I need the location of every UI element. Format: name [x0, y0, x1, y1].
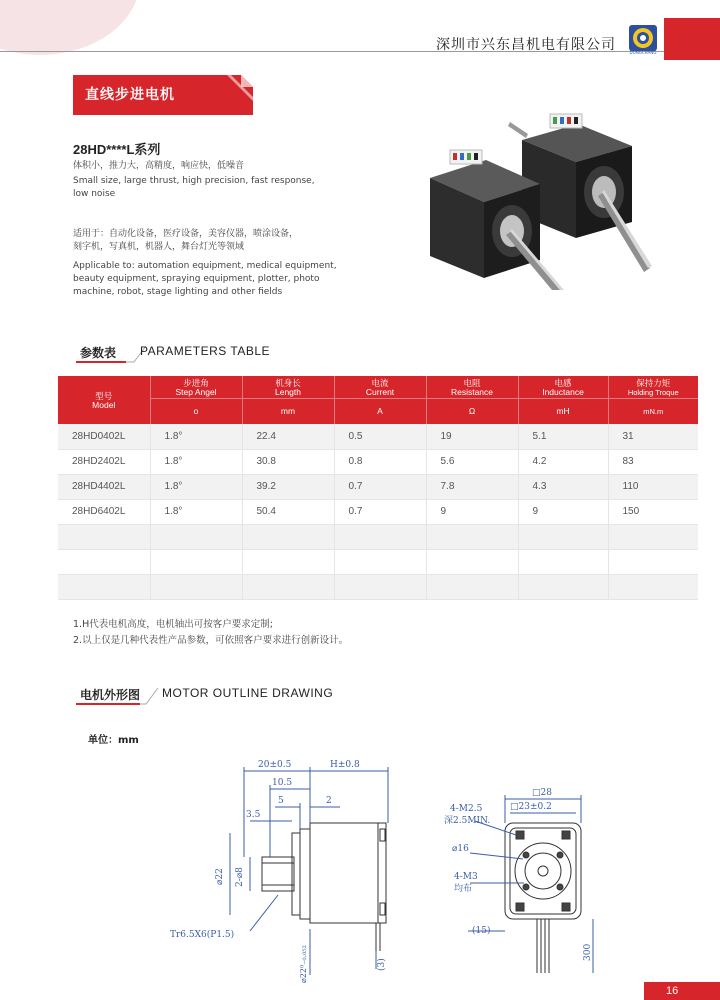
dim-3: (3) — [377, 958, 387, 971]
parameters-table — [58, 376, 698, 600]
dim-sq23: □23±0.2 — [510, 802, 552, 812]
dim-2: 2 — [326, 796, 332, 806]
params-title-en: PARAMETERS TABLE — [140, 344, 271, 358]
header-length: 机身长 Length — [242, 376, 334, 398]
header-resistance: 电阻 Resistance — [426, 376, 518, 398]
company-logo-icon — [628, 24, 658, 52]
dim-3-5: 3.5 — [246, 810, 261, 820]
outline-title-en: MOTOR OUTLINE DRAWING — [162, 686, 334, 700]
features-en-2: low noise — [73, 189, 116, 199]
page-title: 直线步进电机 — [85, 87, 175, 103]
cell: 39.2 — [242, 474, 334, 499]
cell: 0.7 — [334, 474, 426, 499]
label-even: 均布 — [454, 884, 473, 894]
motor-product-image — [400, 100, 660, 290]
cell: 50.4 — [242, 499, 334, 524]
cell: 0.5 — [334, 424, 426, 449]
cell: 1.8° — [150, 499, 242, 524]
unit-step-angle: o — [150, 398, 242, 424]
cell: 9 — [426, 499, 518, 524]
cell-model: 28HD2402L — [58, 449, 150, 474]
page-number: 16 — [644, 982, 720, 1000]
unit-label: 单位：mm — [88, 735, 139, 746]
label-depth: 深2.5MIN. — [444, 816, 491, 826]
cell: 1.8° — [150, 424, 242, 449]
header-inductance: 电感 Inductance — [518, 376, 608, 398]
applications-en-3: machine, robot, stage lighting and other fields — [73, 287, 283, 297]
unit-holding-torque: mN.m — [608, 398, 698, 424]
cell: 5.6 — [426, 449, 518, 474]
cell: 5.1 — [518, 424, 608, 449]
cell: 0.8 — [334, 449, 426, 474]
note-2: 2.以上仅是几种代表性产品参数，可依照客户要求进行创新设计。 — [73, 635, 349, 646]
notes — [73, 617, 348, 649]
cell: 19 — [426, 424, 518, 449]
outline-title-cn: 电机外形图 — [80, 688, 141, 702]
table-row-empty — [58, 524, 698, 549]
table-row-empty — [58, 549, 698, 574]
cell: 110 — [608, 474, 698, 499]
header-holding-torque: 保持力矩 Holding Troque — [608, 376, 698, 398]
applications-cn-2: 刻字机，写真机，机器人，舞台灯光等领域 — [73, 242, 245, 252]
outline-section-header — [76, 682, 356, 706]
cell-model: 28HD4402L — [58, 474, 150, 499]
cell: 30.8 — [242, 449, 334, 474]
dim-d22: ⌀22 — [215, 868, 225, 885]
label-m25: 4-M2.5 — [450, 804, 483, 814]
dim-d16: ⌀16 — [452, 844, 469, 854]
dim-10-5: 10.5 — [272, 778, 293, 788]
cell: 31 — [608, 424, 698, 449]
side-view — [230, 767, 388, 975]
cell: 9 — [518, 499, 608, 524]
cell: 83 — [608, 449, 698, 474]
dim-300: 300 — [583, 943, 593, 961]
motor-outline-drawing — [150, 755, 650, 995]
unit-resistance: Ω — [426, 398, 518, 424]
corner-decoration — [0, 0, 140, 55]
dim-2-d8: 2-⌀8 — [235, 867, 245, 887]
table-row — [58, 499, 698, 524]
unit-length: mm — [242, 398, 334, 424]
table-row — [58, 449, 698, 474]
header-red-block — [664, 18, 720, 60]
dim-20: 20±0.5 — [258, 760, 292, 770]
thread-label: Tr6.5X6(P1.5) — [170, 930, 235, 940]
dim-h: H±0.8 — [330, 760, 360, 770]
note-1: 1.H代表电机高度，电机轴出可按客户要求定制; — [73, 619, 273, 630]
cell: 4.2 — [518, 449, 608, 474]
features-cn: 体积小，推力大，高精度，响应快，低噪音 — [73, 161, 245, 171]
applications-en-1: Applicable to: automation equipment, medical equipment, — [73, 261, 337, 271]
dim-15: (15) — [472, 926, 491, 936]
cell: 7.8 — [426, 474, 518, 499]
applications-cn-1: 适用于：自动化设备，医疗设备，美容仪器，喷涂设备， — [73, 229, 299, 239]
cell: 150 — [608, 499, 698, 524]
header-model: 型号 Model — [58, 376, 150, 424]
cell-model: 28HD0402L — [58, 424, 150, 449]
cell: 1.8° — [150, 474, 242, 499]
unit-inductance: mH — [518, 398, 608, 424]
logo-text: DONGCHANG — [629, 50, 657, 55]
label-m3: 4-M3 — [454, 872, 478, 882]
series-name: 28HD****L系列 — [73, 142, 161, 157]
header-current: 电流 Current — [334, 376, 426, 398]
cell: 0.7 — [334, 499, 426, 524]
dim-sq28: □28 — [532, 788, 552, 798]
params-section-header — [76, 340, 296, 364]
table-unit-row — [58, 398, 698, 424]
cell: 22.4 — [242, 424, 334, 449]
dim-d22-tol: ⌀22⁰₋₀.₀₅₂ — [299, 945, 308, 983]
unit-current: A — [334, 398, 426, 424]
table-row — [58, 424, 698, 449]
header-step-angle: 步进角 Step Angel — [150, 376, 242, 398]
cell: 1.8° — [150, 449, 242, 474]
company-name: 深圳市兴东昌机电有限公司 — [436, 37, 616, 53]
dim-5: 5 — [278, 796, 284, 806]
table-header-row — [58, 376, 698, 398]
params-title-cn: 参数表 — [80, 346, 117, 360]
table-row-empty — [58, 574, 698, 599]
applications-en-2: beauty equipment, spraying equipment, plotter, photo — [73, 274, 320, 284]
cell-model: 28HD6402L — [58, 499, 150, 524]
cell: 4.3 — [518, 474, 608, 499]
features-en-1: Small size, large thrust, high precision, fast response, — [73, 176, 315, 186]
table-row — [58, 474, 698, 499]
